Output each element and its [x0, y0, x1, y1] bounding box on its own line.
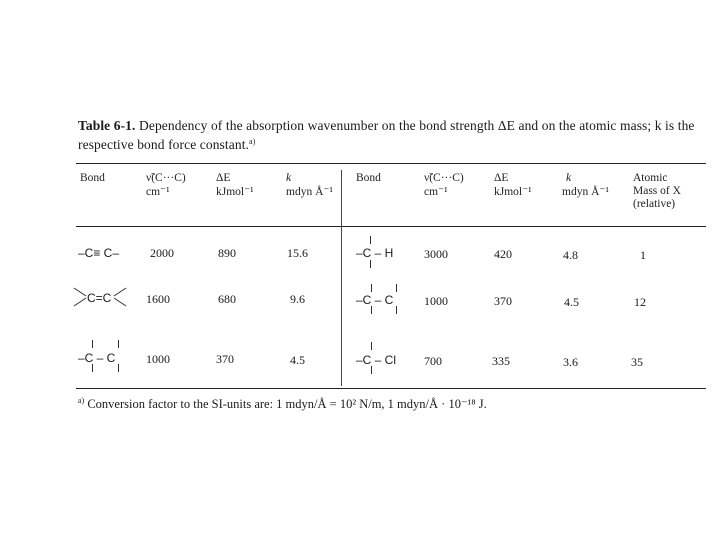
row3-bond-tick-up-2	[118, 340, 119, 348]
header-delta-e: ΔE	[216, 172, 231, 184]
table-footnote	[78, 396, 487, 412]
column-divider	[341, 170, 342, 386]
row1-bond: –C≡ C–	[78, 246, 120, 260]
header-k-2-unit: mdyn Å⁻¹	[562, 186, 609, 198]
row1-bond2-tick-up	[370, 236, 371, 244]
row2-wavenumber: 1600	[146, 292, 170, 306]
row1-wavenumber: 2000	[150, 246, 174, 260]
row3-k2: 3.6	[563, 355, 578, 369]
caption-text: Dependency of the absorption wavenumber on the bond strength ΔE and on the atomic mass; k is the respective bond force constant.	[78, 118, 695, 152]
row3-bond-tick-down-1	[92, 364, 93, 372]
row3-bond2: –C – Cl	[356, 353, 397, 367]
row3-delta-e2: 335	[492, 354, 510, 368]
header-atomic-mass-line3: (relative)	[633, 198, 676, 210]
header-bond-2: Bond	[356, 172, 381, 184]
row2-bond2-tick-down-2	[396, 306, 397, 314]
footnote-text: Conversion factor to the SI-units are: 1 mdyn/Å = 10² N/m, 1 mdyn/Å · 10⁻¹⁸ J.	[87, 397, 487, 411]
header-wavenumber-2-unit: cm⁻¹	[424, 186, 448, 198]
caption-footnote-marker: a)	[249, 137, 256, 146]
header-delta-e-2: ΔE	[494, 172, 509, 184]
header-bottom-rule	[76, 226, 706, 227]
row2-bond2-tick-up-2	[396, 284, 397, 292]
row1-atomic-mass: 1	[640, 248, 646, 262]
table-label: Table 6-1.	[78, 118, 136, 133]
row1-bond2-tick-down	[370, 260, 371, 268]
row1-wavenumber2: 3000	[424, 247, 448, 261]
header-wavenumber-2: ν̃(C···C)	[424, 172, 464, 184]
header-atomic-mass-line2: Mass of X	[633, 185, 681, 197]
row2-bond2-tick-up-1	[371, 284, 372, 292]
table-top-rule	[76, 163, 706, 164]
row3-bond-tick-up-1	[92, 340, 93, 348]
row1-k2: 4.8	[563, 248, 578, 262]
row3-delta-e: 370	[216, 352, 234, 366]
header-wavenumber-unit: cm⁻¹	[146, 186, 170, 198]
row3-bond2-tick-down	[371, 366, 372, 374]
row2-bond2-tick-down-1	[371, 306, 372, 314]
footnote-marker: a)	[78, 396, 85, 405]
row3-wavenumber2: 700	[424, 354, 442, 368]
row3-bond-tick-down-2	[118, 364, 119, 372]
header-atomic-mass-line1: Atomic	[633, 172, 668, 184]
header-wavenumber: ν̃(C···C)	[146, 172, 186, 184]
row2-k2: 4.5	[564, 295, 579, 309]
header-bond: Bond	[80, 172, 105, 184]
header-delta-e-2-unit: kJmol⁻¹	[494, 186, 532, 198]
header-delta-e-unit: kJmol⁻¹	[216, 186, 254, 198]
row3-k: 4.5	[290, 353, 305, 367]
row2-wavenumber2: 1000	[424, 294, 448, 308]
row3-bond2-tick-up	[371, 342, 372, 350]
header-k-2: k	[566, 172, 572, 184]
row3-bond: –C – C	[78, 351, 116, 365]
row2-atomic-mass: 12	[634, 295, 646, 309]
row1-bond2: –C – H	[356, 246, 394, 260]
row2-delta-e: 680	[218, 292, 236, 306]
table-caption	[78, 118, 706, 153]
row2-k: 9.6	[290, 292, 305, 306]
header-k: k	[286, 172, 292, 184]
header-k-unit: mdyn Å⁻¹	[286, 186, 333, 198]
row3-wavenumber: 1000	[146, 352, 170, 366]
row1-delta-e: 890	[218, 246, 236, 260]
row1-delta-e2: 420	[494, 247, 512, 261]
row2-bond2: –C – C	[356, 293, 394, 307]
table-bottom-rule	[76, 388, 706, 389]
row3-atomic-mass: 35	[631, 355, 643, 369]
row2-bond: C=C	[87, 291, 112, 305]
row2-delta-e2: 370	[494, 294, 512, 308]
row1-k: 15.6	[287, 246, 308, 260]
